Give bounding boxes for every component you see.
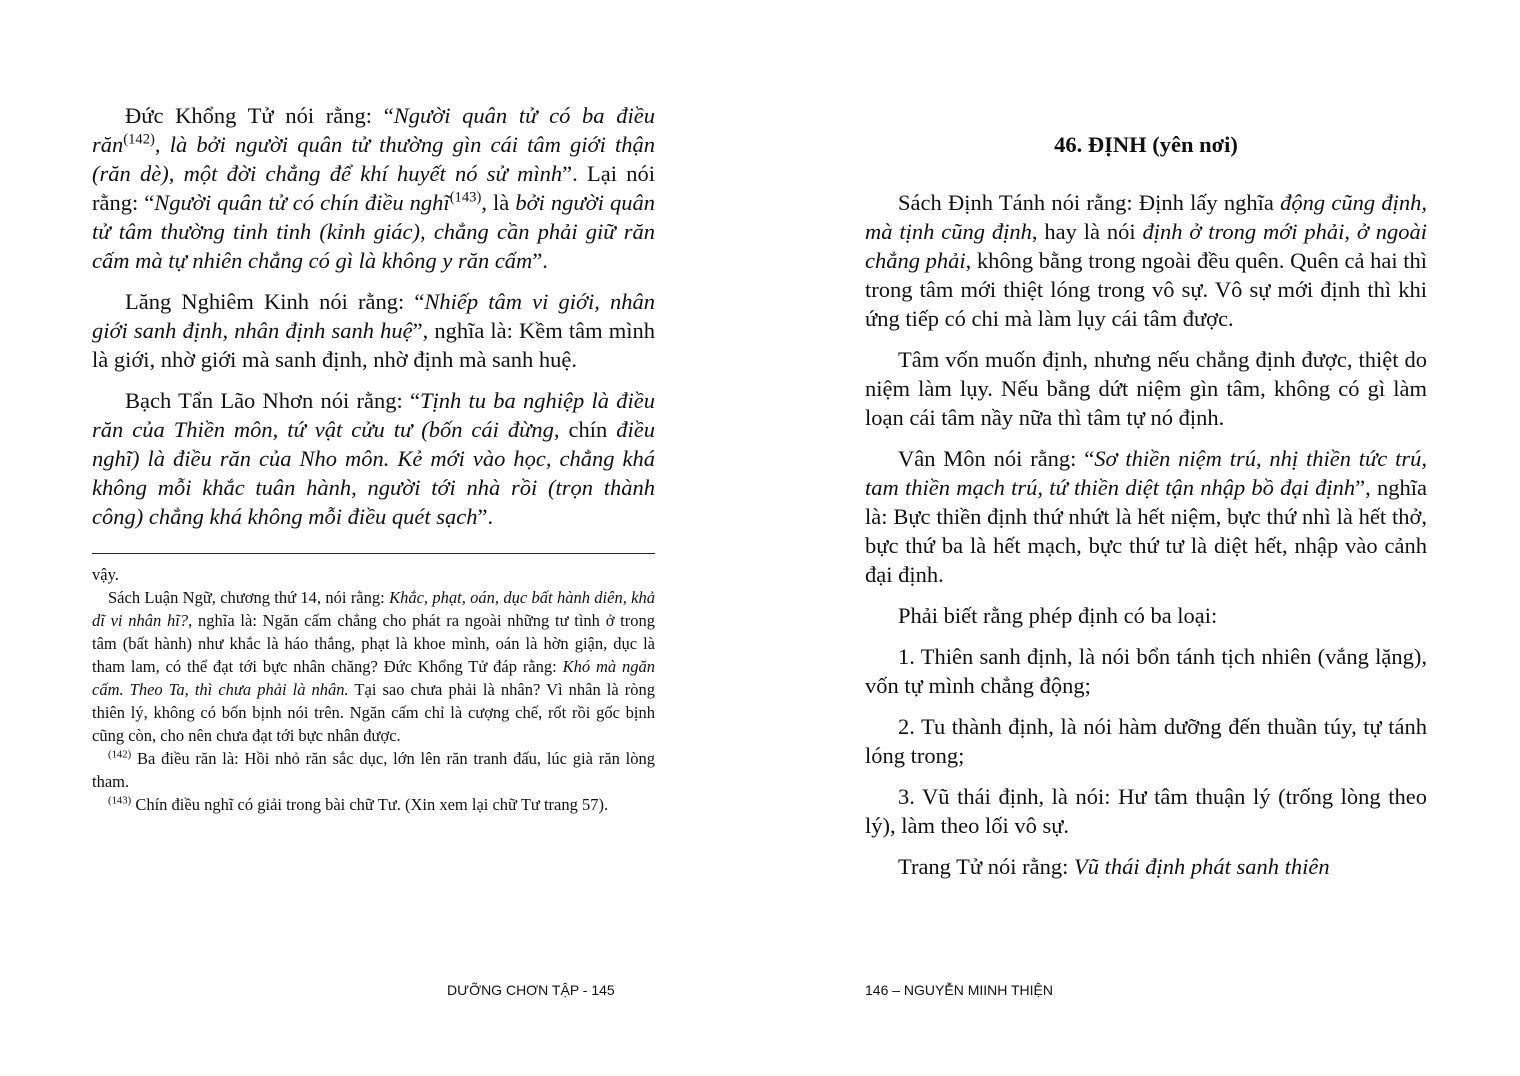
text-run: ”, nghĩa là: Bực thiền định thứ nhứt là hết niệm, bực thứ nhì là hết thở, bực thứ ba là hết mạch, bực thứ tư là diệt hết, nhập vào cảnh đại định. [865, 475, 1427, 587]
italic-run: bởi người quân tử tâm thường tinh tinh (kỉnh giác), chẳng cần phải giữ răn cấm mà tự nhiên chẳng có gì là không y răn cấm [92, 190, 656, 273]
footnote-143 [92, 793, 655, 816]
text-run: Tâm vốn muốn định, nhưng nếu chẳng định được, thiệt do niệm làm lụy. Nếu bằng dứt niệm gìn tâm, không có gì làm loạn cái tâm nầy nữa thì tâm tự nó định. [865, 347, 1427, 430]
text-run: Tại sao chưa phải là nhân? Vì nhân là ròng thiên lý, không có bốn bịnh nói trên. Ngăn cấm chỉ là cượng chế, rốt rồi gốc bịnh cũng còn, cho nên chưa đạt tới bực nhân được. [92, 680, 655, 745]
text-run: , hay là nói [1031, 219, 1143, 244]
right-paragraph-4 [865, 601, 1427, 630]
left-paragraph-3 [92, 386, 655, 531]
text-run: Bạch Tẩn Lão Nhơn nói rằng: “ [125, 388, 420, 413]
right-paragraph-3 [865, 444, 1427, 589]
text-run: Lăng Nghiêm Kinh nói rằng: “ [125, 289, 425, 314]
footnote-luan-ngu [92, 586, 655, 747]
left-paragraph-1 [92, 101, 655, 275]
footnote-ref: (142) [123, 131, 155, 148]
italic-run: Sơ thiền niệm trú, nhị thiền tức trú, tam thiền mạch trú, tứ thiền diệt tận nhập bồ đại định [865, 446, 1427, 500]
italic-run: Người quân tử có ba điều răn [92, 103, 655, 157]
left-page [92, 0, 655, 816]
left-body [92, 101, 655, 531]
text-run: Đức Khổng Tử nói rằng: “ [125, 103, 394, 128]
text-run: , là [481, 190, 516, 215]
left-page-footer: DƯỠNG CHƠN TẬP - 145 [447, 982, 615, 998]
list-item-1 [865, 642, 1427, 700]
right-paragraph-1 [865, 188, 1427, 333]
right-page [865, 0, 1427, 893]
text-run: ”. [477, 504, 494, 529]
right-page-footer: 146 – NGUYỄN MIINH THIỆN [865, 982, 1054, 998]
text-run: Sách Luận Ngữ, chương thứ 14, nói rằng: [108, 588, 390, 607]
footnote-ref: (143) [108, 794, 132, 807]
italic-run: Người quân tử có chín điều nghĩ [154, 190, 450, 215]
italic-run: định ở trong mới phải, ở ngoài chẳng phải [865, 219, 1427, 273]
text-run: Sách Định Tánh nói rằng: Định lấy nghĩa [898, 190, 1281, 215]
text-run: 2. Tu thành định, là nói hàm dưỡng đến thuần túy, tự tánh lóng trong; [865, 714, 1427, 768]
text-run: , nghĩa là: Ngăn cấm chẳng cho phát ra ngoài những tư tình ở trong tâm (bất hành) như khắc là háo thắng, phạt là khoe mình, oán là hờn giận, dục là tham lam, có thể đạt tới bực nhân chăng? Đức Khổng Tử đáp rằng: [92, 611, 656, 676]
text-run: vậy. [92, 565, 119, 584]
text-run: ”. Lại nói rằng: “ [92, 161, 655, 215]
text-run: Ba điều răn là: Hồi nhỏ răn sắc dục, lớn lên răn tranh đấu, lúc già răn lòng tham. [92, 749, 655, 791]
text-run: Trang Tử nói rằng: [898, 854, 1074, 879]
italic-run: Nhiếp tâm vi giới, nhân giới sanh định, nhân định sanh huệ [92, 289, 656, 343]
footnote-continuation [92, 563, 655, 586]
italic-run: điều nghĩ) là điều răn của Nho môn. Kẻ mới vào học, chẳng khá không mỗi khắc tuân hành, người tới nhà rồi (trọn thành công) chẳng khá không mỗi điều quét sạch [92, 417, 655, 529]
italic-run: , là bởi người quân tử thường gìn cái tâm giới thận (răn dè), một đời chẳng để khí huyết nó sử mình [92, 132, 655, 186]
text-run: ”, nghĩa là: Kềm tâm mình là giới, nhờ giới mà sanh định, nhờ định mà sanh huệ. [92, 318, 655, 372]
left-paragraph-2 [92, 287, 655, 374]
list-item-3 [865, 782, 1427, 840]
footnote-ref: (142) [108, 748, 132, 761]
list-item-2 [865, 712, 1427, 770]
italic-run: động cũng định, mà tịnh cũng định [865, 190, 1427, 244]
text-run: 3. Vũ thái định, là nói: Hư tâm thuận lý (trống lòng theo lý), làm theo lối vô sự. [865, 784, 1427, 838]
footnote-ref: (143) [449, 189, 482, 206]
italic-run: Tịnh tu ba nghiệp là điều răn của Thiền môn, tứ vật cửu tư (bốn cái đừng, [92, 388, 655, 442]
text-run: 1. Thiên sanh định, là nói bổn tánh tịch nhiên (vắng lặng), vốn tự mình chẳng động; [865, 644, 1427, 698]
right-paragraph-last [865, 852, 1427, 881]
text-run: chín [568, 417, 608, 442]
footnotes [92, 563, 655, 816]
text-run: ”. [532, 248, 548, 273]
text-run: Phải biết rằng phép định có ba loại: [898, 603, 1218, 628]
right-body [865, 188, 1427, 881]
text-run: Vân Môn nói rằng: “ [898, 446, 1095, 471]
footnote-142 [92, 747, 655, 793]
italic-run: Khắc, phạt, oán, dục bất hành diên, khả dĩ vi nhân hĩ? [92, 588, 655, 630]
section-title: 46. ĐỊNH (yên nơi) [1054, 132, 1238, 157]
italic-run: Vũ thái định phát sanh thiên [1073, 854, 1330, 879]
text-run: Chín điều nghĩ có giải trong bài chữ Tư. (Xin xem lại chữ Tư trang 57). [131, 795, 609, 814]
text-run: , không bằng trong ngoài đều quên. Quên cả hai thì trong tâm mới thiệt lóng trong vô sự. Vô sự mới định thì khi ứng tiếp có chi mà làm lụy cái tâm được. [865, 248, 1427, 331]
italic-run: Khó mà ngăn cấm. Theo Ta, thì chưa phải là nhân. [92, 657, 656, 699]
right-paragraph-2 [865, 345, 1427, 432]
